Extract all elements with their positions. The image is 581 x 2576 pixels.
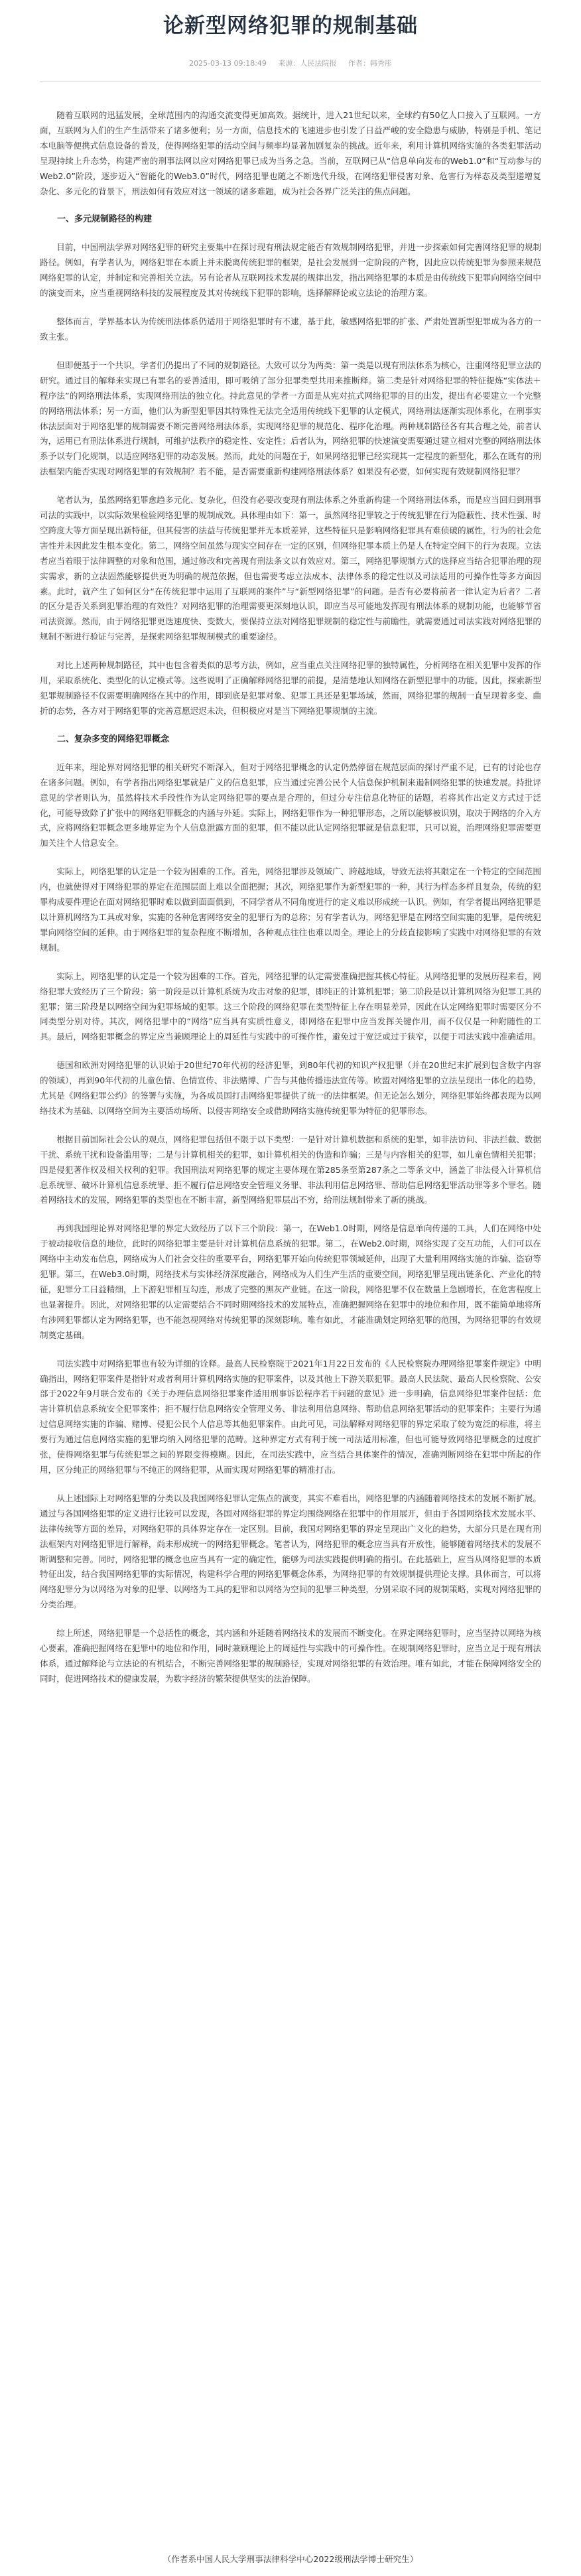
title-divider (40, 81, 541, 82)
article-body (40, 108, 541, 1687)
body-paragraph: 实际上，网络犯罪的认定是一个较为困难的工作。首先，网络犯罪涉及领域广、跨越地域，导致无法将其限定在一个特定的空间范围内，也就使得对于网络犯罪的界定在范围层面上难以全面把握；其次，网络犯罪作为新型犯罪的一种，其行为样态多样且复杂，传统的犯罪构成要件理论在面对网络犯罪时难以做到面面俱到，不同学者从不同角度进行的定义难以形成统一认识。例如，有学者提出网络犯罪是以计算机网络为工具或对象，实施的各种危害网络安全的犯罪行为的总称；另有学者认为，网络犯罪是在网络空间实施的犯罪，是传统犯罪向网络空间的延伸。由于网络犯罪的复杂程度不断增加，各种观点往往也难以周全。理论上的分歧直接影响了实践中对网络犯罪的有效规制。 (40, 866, 541, 953)
article-title: 论新型网络犯罪的规制基础 (163, 14, 418, 38)
body-paragraph: 根据目前国际社会公认的观点，网络犯罪包括但不限于以下类型：一是针对计算机数据和系统的犯罪，如非法访问、非法拦截、数据干扰、系统干扰和设备滥用等；二是与计算机相关的犯罪，如计算机相关的伪造和诈骗；三是与内容相关的犯罪，如儿童色情相关犯罪；四是侵犯著作权及相关权利的犯罪。我国刑法对网络犯罪的规定主要体现在第285条至第287条之二等条文中，涵盖了非法侵入计算机信息系统罪、破坏计算机信息系统罪、拒不履行信息网络安全管理义务罪、非法利用信息网络罪、帮助信息网络犯罪活动罪等多个罪名。随着网络技术的发展，网络犯罪的类型也在不断丰富，新型网络犯罪层出不穷，给刑法规制带来了新的挑战。 (40, 1134, 541, 1205)
body-paragraph: 笔者认为，虽然网络犯罪愈趋多元化、复杂化，但没有必要改变现有刑法体系之外重新构建一个网络刑法体系，而是应当回归到刑事司法的实践中，以实际效果检验网络犯罪的规制成效。具体理由如下：第一，虽然网络犯罪较之于传统犯罪在行为隐蔽性、技术性强、时空跨度大等方面呈现出新特征，但其侵害的法益与传统犯罪并无本质差异，这些特征只是影响网络犯罪具有难侦破的属性，行为的社会危害性并未因此发生根本变化。第二，网络空间虽然与现实空间存在一定的区别，但网络犯罪本质上仍是人在特定空间下的行为表现。立法者应当着眼于法律调整的对象和范围，通过修改和完善现有刑法条文以有效应对。第三，网络犯罪规制方式的选择应当结合犯罪治理的现实需求，新的立法固然能够提供更为明确的规范依据，但也需要考虑立法成本、法律体系的稳定性以及司法适用的可操作性等多方面因素。此时，就产生了如何区分“在传统犯罪中运用了互联网的案件”与“新型网络犯罪”的问题。是否有必要将前者一律认定为后者？二者的区分是否关系到犯罪治理的有效性？对网络犯罪的治理需要更深刻地认识，即应当尽可能地发挥现有刑法体系的规制功能，也能够节省司法资源。然而，由于网络犯罪更迭速度快、变数大，要保持立法对网络犯罪规制的稳定性与前瞻性，就需要通过司法实践对网络犯罪的规制不断进行验证与完善，是探索网络犯罪规制模式的重要途径。 (40, 495, 541, 642)
body-paragraph: 对比上述两种规制路径，其中也包含着类似的思考方法，例如，应当重点关注网络犯罪的独特属性，分析网络在相关犯罪中发挥的作用，采取系统化、类型化的认定模式等。这些说明了正确解释网络犯罪的前提，是清楚地认知网络在新型犯罪中的功能。因此，探索新型犯罪规制路径不仅需要明确网络在其中的作用，即到底是犯罪对象、犯罪工具还是犯罪场域，然而，网络犯罪的规制一直呈现着多变、曲折的态势，各方对于网络犯罪的完善意愿迟迟未决，但积极应对是当下网络犯罪规制的主流。 (40, 660, 541, 716)
body-paragraph: 实际上，网络犯罪的认定是一个较为困难的工作。首先，网络犯罪的认定需要准确把握其核心特征。从网络犯罪的发展历程来看，网络犯罪大致经历了三个阶段：第一阶段是以计算机系统为攻击对象的犯罪，即纯正的计算机犯罪；第二阶段是以计算机网络为犯罪工具的犯罪；第三阶段是以网络空间为犯罪场域的犯罪。这三个阶段的网络犯罪在类型特征上存在明显差异，因此在认定网络犯罪时需要区分不同类型分别对待。其次，网络犯罪中的“网络”应当具有实质性意义，即网络在犯罪中应当发挥关键作用，而不仅仅是一种附随性的工具。最后，网络犯罪概念的界定应当兼顾理论上的周延性与实践中的可操作性，避免过于宽泛或过于狭窄，以便于司法实践中准确适用。 (40, 971, 541, 1042)
body-paragraph: 再到我国理论界对网络犯罪的界定大致经历了以下三个阶段：第一，在Web1.0时期，网络是信息单向传递的工具，人们在网络中处于被动接收信息的地位，此时的网络犯罪主要是针对计算机信息系统的犯罪。第二，在Web2.0时期，网络实现了交互功能，人们可以在网络中主动发布信息，网络成为人们社会交往的重要平台，网络犯罪开始向传统犯罪领域延伸，出现了大量利用网络实施的诈骗、盗窃等犯罪。第三，在Web3.0时期，网络技术与实体经济深度融合，网络成为人们生产生活的重要空间，网络犯罪呈现出链条化、产业化的特征，犯罪分工日益精细，上下游犯罪相互勾连，形成了完整的黑灰产业链。在这一阶段，网络犯罪不仅在数量上急剧增长，在危害程度上也显著提升。因此，对网络犯罪的认定需要结合不同时期网络技术的发展特点，准确把握网络在犯罪中的地位和作用，既不能简单地将所有涉网犯罪都认定为网络犯罪，也不能忽视网络对传统犯罪的深刻影响。唯有如此，才能准确划定网络犯罪的范围，为网络犯罪的有效规制奠定基础。 (40, 1223, 541, 1340)
body-paragraph: 近年来，理论界对网络犯罪的相关研究不断深入，但对于网络犯罪概念的认定仍然停留在规范层面的探讨严重不足，已有的讨论也存在诸多问题。例如，有学者指出网络犯罪就是广义的信息犯罪，应当通过完善公民个人信息保护机制来遏制网络犯罪的快速发展。持批评意见的学者则认为，虽然将技术手段性作为认定网络犯罪的要点是合理的，但过分专注信息化特征的话题，若将其作出定义方式过于泛化，可能导致除了扩张中的网络犯罪概念的内涵与外延。实际上，网络犯罪作为一种犯罪形态，之所以能够被识别，取决于网络的介入方式，应将网络犯罪概念更多地界定为个人信息泄露方面的犯罪，但不能以此认定网络犯罪就是信息犯罪，只可以说，治理网络犯罪需要更加关注个人信息安全。 (40, 762, 541, 848)
author-note: （作者系中国人民大学刑事法律科学中心2022级刑法学博士研究生） (162, 2554, 419, 2564)
article-author: 作者：韩秀彤 (348, 59, 392, 68)
body-paragraph: 综上所述，网络犯罪是一个总括性的概念，其内涵和外延随着网络技术的发展而不断变化。在界定网络犯罪时，应当坚持以网络为核心要素，准确把握网络在犯罪中的地位和作用，同时兼顾理论上的周延性与实践中的可操作性。在规制网络犯罪时，应当立足于现有刑法体系，通过解释论与立法论的有机结合，不断完善网络犯罪的规制路径，实现对网络犯罪的有效治理。唯有如此，才能在保障网络安全的同时，促进网络技术的健康发展，为数字经济的繁荣提供坚实的法治保障。 (40, 1628, 541, 1684)
body-paragraph: 随着互联网的迅猛发展，全球范围内的沟通交流变得更加高效。据统计，进入21世纪以来，全球约有50亿人口接入了互联网。一方面，互联网为人们的生产生活带来了诸多便利；另一方面，信息技术的飞速进步也引发了日益严峻的安全隐患与威胁，特别是手机、笔记本电脑等便携式信息设备的普及，使得网络犯罪的活动空间与频率均显著加剧复杂的挑战。近年来，利用计算机网络实施的各类犯罪活动呈现持续上升态势，构建严密的刑事法网以应对网络犯罪已成为当务之急。当前，互联网已从“信息单向发布的Web1.0”和“互动参与的Web2.0”阶段，逐步迈入“智能化的Web3.0”时代，网络犯罪也随之不断迭代升级，在网络犯罪侵害对象、危害行为样态及类型递增复杂化、多元化的背景下，刑法如何有效应对这一领域的诸多难题，成为社会各界广泛关注的焦点问题。 (40, 110, 541, 196)
article-source: 来源：人民法院报 (278, 59, 337, 68)
body-paragraph: 从上述国际上对网络犯罪的分类以及我国网络犯罪认定焦点的演变，其实不难看出，网络犯罪的内涵随着网络技术的发展不断扩展。通过与各国网络犯罪的定义进行比较可以发现，各国对网络犯罪的界定均围绕网络在犯罪中的作用展开，但由于各国网络技术发展水平、法律传统等方面的差异，对网络犯罪的具体界定存在一定区别。目前，我国对网络犯罪的界定呈现出广义化的趋势，大部分只是在现有刑法框架内对网络犯罪进行解释，尚未形成统一的网络犯罪概念。笔者认为，网络犯罪的概念应当具有开放性，能够随着网络技术的发展不断调整和完善。同时，网络犯罪的概念也应当具有一定的确定性，能够为司法实践提供明确的指引。在此基础上，应当从网络犯罪的本质特征出发，结合我国网络犯罪的实际情况，构建科学合理的网络犯罪概念体系，为网络犯罪的有效规制提供理论支撑。具体而言，可以将网络犯罪分为以网络为对象的犯罪、以网络为工具的犯罪和以网络为空间的犯罪三种类型，分别采取不同的规制策略，实现对网络犯罪的分类治理。 (40, 1493, 541, 1610)
publish-date: 2025-03-13 09:18:49 (189, 59, 267, 68)
body-paragraph: 但即便基于一个共识，学者们仍提出了不同的规制路径。大致可以分为两类：第一类是以现有刑法体系为核心，注重网络犯罪立法的研究。通过目的解释来实现已有罪名的妥善适用，即可吸纳了部分犯罪类型共用来推断释。第二类是针对网络犯罪的特征提炼“实体法＋程序法”的网络刑法体系，实现网络刑法的独立化。持此意见的学者一方面是从宪对抗式网络犯罪的目的出发，提出有必要建立一个完整的网络刑法体系；另一方面，他们认为新型犯罪因其特殊性无法完全适用传统线下犯罪的认定模式，网络刑法逐渐实现体系化，在刑事实体法层面对于网络犯罪的规制需要不断完善网络刑法体系，实现网络犯罪的规范化、程序化治理。两种规制路径各有其合理之处，前者认为，运用已有刑法体系进行规制，可维护法秩序的稳定性、安定性；后者认为，网络犯罪的快速演变需要通过建立相对完整的网络刑法体系予以专门化规制，以适应网络犯罪的动态发展。然而，此处的问题在于，如果网络犯罪已经实现其一定程度的新型化，那么在既有的刑法框架内能否实现对网络犯罪的有效规制？若不能，是否需要重新构建网络刑法体系？如果没有必要，如何实现有效规制网络犯罪？ (40, 360, 541, 477)
body-paragraph: 目前，中国刑法学界对网络犯罪的研究主要集中在探讨现有刑法规定能否有效规制网络犯罪，并进一步探索如何完善网络犯罪的规制路径。例如，有学者认为，网络犯罪在本质上并未脱离传统犯罪的框架，是社会发展到一定阶段的产物，因此应以传统犯罪为参照来规范网络犯罪的认定，并制定和完善相关立法。另有论者从互联网技术发展的规律出发，指出网络犯罪的本质是由传统线下犯罪向网络空间中的演变而来，应当重视网络科技的发展程度及其对传统线下犯罪的影响，选择解释论或立法论的治理方案。 (40, 242, 541, 299)
article-meta (40, 58, 541, 69)
body-paragraph: 整体而言，学界基本认为传统刑法体系仍适用于网络犯罪时有不逮，基于此，敏感网络犯罪的扩张、严肃处置新型犯罪成为各方的一致主张。 (40, 316, 541, 342)
body-paragraph: 德国和欧洲对网络犯罪的认识始于20世纪70年代初的经济犯罪，到80年代初的知识产权犯罪（并在20世纪末扩展到包含数字内容的领域），再到90年代初的儿童色情、色情宣传、非法赌博、广告与其他传播违法宣传等。欧盟对网络犯罪的立法呈现出一体化的趋势，尤其是《网络犯罪公约》的签署与实施，为各成员国打击网络犯罪提供了统一的法律框架。但无论怎么划分，网络犯罪始终都表现为以网络技术为基础、以网络空间为主要活动场所、以侵害网络安全或借助网络实施传统犯罪为特征的犯罪形态。 (40, 1060, 541, 1116)
section-heading: 二、复杂多变的网络犯罪概念 (57, 734, 170, 744)
section-heading: 一、多元规制路径的构建 (57, 214, 153, 225)
body-paragraph: 司法实践中对网络犯罪也有较为详细的诠释。最高人民检察院于2021年1月22日发布的《人民检察院办理网络犯罪案件规定》中明确指出，网络犯罪案件是指针对或者利用计算机网络实施的犯罪案件，以及其他上下游关联犯罪。最高人民法院、最高人民检察院、公安部于2022年9月联合发布的《关于办理信息网络犯罪案件适用刑事诉讼程序若干问题的意见》进一步明确，信息网络犯罪案件包括：危害计算机信息系统安全犯罪案件；拒不履行信息网络安全管理义务、非法利用信息网络、帮助信息网络犯罪活动的犯罪案件；主要行为通过信息网络实施的诈骗、赌博、侵犯公民个人信息等其他犯罪案件。由此可见，司法解释对网络犯罪的界定采取了较为宽泛的标准，将主要行为通过信息网络实施的犯罪均纳入网络犯罪的范畴。这种界定方式有利于统一司法适用标准，但也可能导致网络犯罪概念的过度扩张，使得网络犯罪与传统犯罪之间的界限变得模糊。因此，在司法实践中，应当结合具体案件的情况，准确判断网络在犯罪中所起的作用，区分纯正的网络犯罪与不纯正的网络犯罪，从而实现对网络犯罪的精准打击。 (40, 1358, 541, 1475)
